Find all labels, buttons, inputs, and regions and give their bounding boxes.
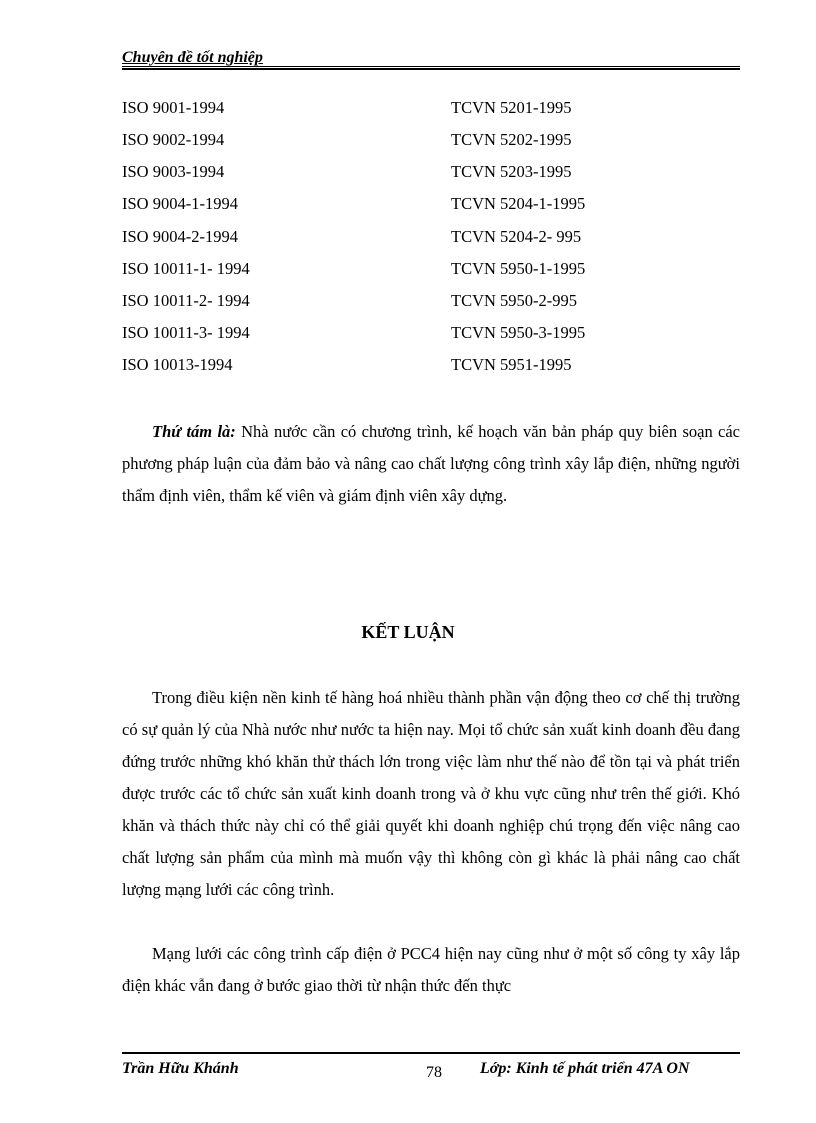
conclusion-paragraph [122, 682, 740, 906]
tcvn-standard: TCVN 5204-1-1995 [451, 194, 586, 213]
tcvn-standard: TCVN 5204-2- 995 [451, 227, 582, 246]
standards-row [122, 162, 722, 186]
standards-row [122, 130, 722, 154]
conclusion-paragraph-text: Trong điều kiện nền kinh tế hàng hoá nhiều thành phần vận động theo cơ chế thị trường có sự quản lý của Nhà nước như nước ta hiện nay. Mọi tổ chức sản xuất kinh doanh đều đang đứng trước những khó khăn thử thách lớn trong việc làm như thế nào để tồn tại và phát triển được trước các tổ chức sản xuất kinh doanh trong và ở khu vực cũng như trên thế giới. Khó khăn và thách thức này chỉ có thể giải quyết khi doanh nghiệp chú trọng đến việc nâng cao chất lượng sản phẩm của mình mà muốn vậy thì không còn gì khác là phải nâng cao chất lượng mạng lưới các công trình. [122, 688, 740, 899]
tcvn-standard: TCVN 5950-2-995 [451, 291, 578, 310]
standards-row [122, 227, 722, 251]
footer-rule [122, 1052, 740, 1054]
iso-standard: ISO 9002-1994 [122, 130, 225, 149]
tcvn-standard: TCVN 5950-3-1995 [451, 323, 586, 342]
tcvn-standard: TCVN 5203-1995 [451, 162, 572, 181]
tcvn-standard: TCVN 5202-1995 [451, 130, 572, 149]
footer-author: Trần Hữu Khánh [122, 1060, 239, 1077]
header-title: Chuyên đề tốt nghiệp [122, 49, 263, 66]
iso-standard: ISO 9003-1994 [122, 162, 225, 181]
iso-standard: ISO 9004-2-1994 [122, 227, 238, 246]
iso-standard: ISO 9001-1994 [122, 98, 225, 117]
iso-standard: ISO 10011-3- 1994 [122, 323, 250, 342]
standards-row [122, 259, 722, 283]
iso-standard: ISO 10011-2- 1994 [122, 291, 250, 310]
iso-standard: ISO 9004-1-1994 [122, 194, 238, 213]
iso-standard: ISO 10011-1- 1994 [122, 259, 250, 278]
paragraph-eighth [122, 416, 740, 512]
tcvn-standard: TCVN 5951-1995 [451, 355, 572, 374]
tcvn-standard: TCVN 5950-1-1995 [451, 259, 586, 278]
paragraph-body: Nhà nước cần có chương trình, kế hoạch văn bản pháp quy biên soạn các phương pháp luận của đảm bảo và nâng cao chất lượng công trình xây lắp điện, những người thẩm định viên, thẩm kế viên và giám định viên xây dựng. [122, 422, 740, 505]
standards-row [122, 98, 722, 122]
standards-row [122, 291, 722, 315]
footer-class-info: Lớp: Kinh tế phát triển 47A ON [480, 1060, 690, 1077]
standards-row [122, 323, 722, 347]
conclusion-paragraph [122, 938, 740, 1002]
header-rule [122, 66, 740, 70]
iso-standard: ISO 10013-1994 [122, 355, 233, 374]
section-heading: KẾT LUẬN [361, 622, 455, 642]
conclusion-paragraph-text: Mạng lưới các công trình cấp điện ở PCC4 hiện nay cũng như ở một số công ty xây lắp điện khác vẫn đang ở bước giao thời từ nhận thức đến thực [122, 944, 740, 995]
standards-row [122, 355, 722, 379]
tcvn-standard: TCVN 5201-1995 [451, 98, 572, 117]
page-number: 78 [426, 1064, 442, 1081]
standards-row [122, 194, 722, 218]
paragraph-lead: Thứ tám là: [152, 422, 236, 441]
